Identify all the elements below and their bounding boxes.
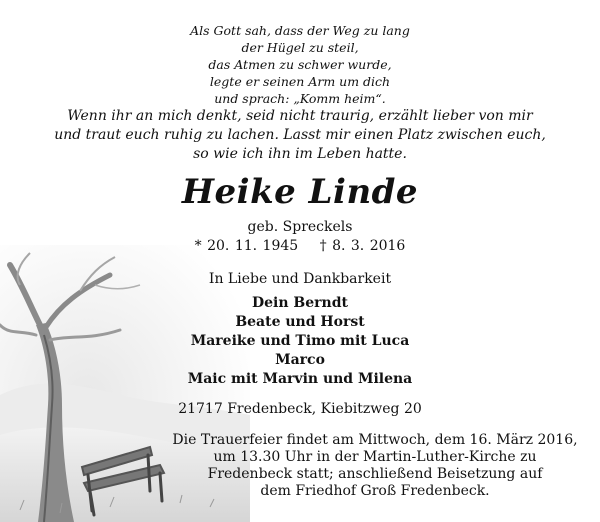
love-line: In Liebe und Dankbarkeit	[208, 271, 392, 287]
quote-line: Wenn ihr an mich denkt, seid nicht traurig, erzählt lieber von mir	[67, 108, 533, 124]
mourner: Marco	[275, 352, 325, 368]
quote-line: und traut euch ruhig zu lachen. Lasst mir einen Platz zwischen euch,	[54, 127, 546, 143]
death-date: † 8. 3. 2016	[319, 238, 406, 254]
mourners-list	[0, 294, 600, 389]
poem-line: und sprach: „Komm heim“.	[214, 91, 386, 106]
poem	[0, 22, 600, 107]
life-dates	[0, 237, 600, 255]
funeral-line: dem Friedhof Groß Fredenbeck.	[260, 483, 490, 499]
poem-line: der Hügel zu steil,	[241, 40, 359, 55]
funeral-notice	[170, 432, 580, 500]
birth-date: * 20. 11. 1945	[194, 238, 299, 254]
poem-line: legte er seinen Arm um dich	[209, 74, 391, 89]
quote-line: so wie ich ihn im Leben hatte.	[193, 146, 407, 162]
funeral-line: Die Trauerfeier findet am Mittwoch, dem 16. März 2016,	[172, 432, 578, 448]
poem-line: das Atmen zu schwer wurde,	[208, 57, 392, 72]
deceased-name: Heike Linde	[181, 172, 419, 212]
quote	[0, 107, 600, 164]
address: 21717 Fredenbeck, Kiebitzweg 20	[178, 401, 422, 417]
funeral-line: Fredenbeck statt; anschließend Beisetzung auf	[207, 466, 543, 482]
funeral-line: um 13.30 Uhr in der Martin-Luther-Kirche zu	[213, 449, 537, 465]
mourner: Maic mit Marvin und Milena	[187, 371, 413, 387]
mourner: Beate und Horst	[235, 314, 365, 330]
mourner: Mareike und Timo mit Luca	[190, 333, 410, 349]
birth-name: geb. Spreckels	[247, 219, 353, 235]
poem-line: Als Gott sah, dass der Weg zu lang	[190, 23, 410, 38]
mourner: Dein Berndt	[252, 295, 348, 311]
